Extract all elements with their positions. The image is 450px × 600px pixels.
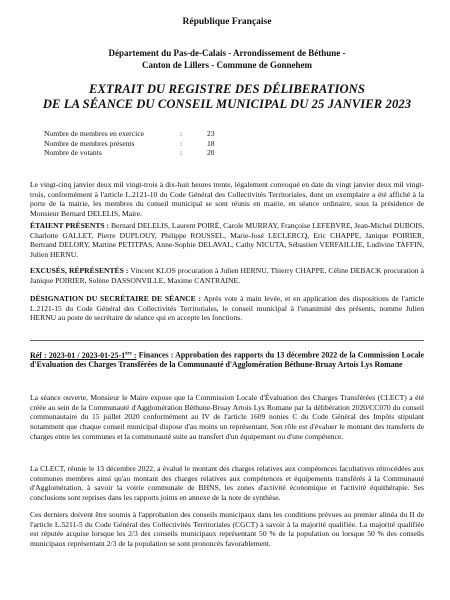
- presents-paragraph: [30, 221, 424, 260]
- members-stats: [44, 129, 344, 158]
- stat-label: Nombre de votants: [44, 148, 102, 158]
- reference-subject: Finances : Approbation des rapports du 13 décembre 2022 de la Commission Locale d'Evaluation des Charges Transférées de la Communauté d'Agglomération Béthune-Bruay Artois Lys Romane: [30, 350, 424, 370]
- republic-heading: République Française: [182, 17, 272, 27]
- stat-label: Nombre de membres présents: [44, 138, 135, 148]
- reference-number: [30, 351, 137, 360]
- stat-colon: :: [180, 129, 183, 138]
- stat-value: 20: [207, 148, 215, 158]
- secretary-paragraph: [30, 294, 424, 323]
- reference-prefix: Réf : 2023-01 / 2023-01-25-1: [30, 350, 126, 360]
- commune-line: Canton de Lillers - Commune de Gonnehem: [141, 60, 312, 70]
- stat-value: 18: [207, 138, 215, 148]
- secretary-text: Après vote à main levée, et en application des dispositions de l'article L.2121-15 du Code Général des Collectivités Territoriales, le conseil municipal à l'unanimité des présents, nomme Julien HERNU au poste de secrétaire de séance qui en accepte les fonctions.: [30, 294, 424, 323]
- reference-colon: :: [131, 350, 137, 360]
- excuses-paragraph: [30, 266, 424, 285]
- body-paragraph-3: Ces derniers doivent être soumis à l'approbation des conseils municipaux dans les conditions prévues au premier alinéa du II de l'article L.5211-5 du Code Général des Collectivités Territoriales (CGCT) à savoir à la majorité qualifiée. La majorité qualifiée est réputée acquise lorsque les 2/3 des conseils municipaux représentant 50 % de la population ou lorsque 50 % des conseils municipaux représentant 2/3 de la population se sont prononcés favorablement.: [30, 510, 424, 549]
- excuses-label: EXCUSÉS, RÉPRÉSENTÉS :: [30, 266, 129, 275]
- excuses-text: Vincent KLOS procuration à Julien HERNU, Thierry CHAPPE, Céline DEBACK procuration à Janique POIRIER, Solène DASSONVILLE, Maxime CANTRAINE.: [30, 266, 424, 285]
- body-paragraph-1: La séance ouverte, Monsieur le Maire expose que la Commission Locale d'Évaluation des Charges Transférées (CLECT) a été créée au sein de la Communauté d'Agglomération Béthune-Bruay Artois Lys Romane par la délibération 2020/CC070 du conseil communautaire du 15 juillet 2020 conformément au IV de l'article 1609 nonies C du Code Général des Impôts stipulant notamment que chaque conseil municipal dispose d'au moins un représentant. Son rôle est d'évaluer le montant des transferts de charges entre les communes et la communauté suite au transfert d'un équipement ou d'une compétence.: [30, 393, 424, 441]
- title-line-2: DE LA SÉANCE DU CONSEIL MUNICIPAL DU 25 JANVIER 2023: [42, 97, 412, 111]
- stat-row: [44, 129, 344, 139]
- stat-row: [44, 148, 344, 158]
- department-heading: [30, 47, 424, 71]
- title-line-1: EXTRAIT DU REGISTRE DES DÉLIBERATIONS: [89, 82, 365, 96]
- stat-colon: :: [180, 138, 183, 148]
- body-paragraph-2: La CLECT, réunie le 13 décembre 2022, a évalué le montant des charges relatives aux compétences facultatives rétrocédées aux communes membres ainsi qu'au montant des charges relatives aux compétences et équipements transférés à la Communauté d'Agglomération, à savoir la voirie communale de BHNS, les zones d'activité économique et l'activité équithérapie. Ses conclusions sont reprises dans les rapports joints en annexe de la note de synthèse.: [30, 464, 424, 503]
- stat-colon: :: [180, 148, 183, 158]
- intro-paragraph: Le vingt-cinq janvier deux mil vingt-trois à dix-huit heures trente, légalement convoqué en date du vingt janvier deux mil vingt-trois, conformément à l'article L.2121-10 du Code Général des Collectivités Territoriales, dont un exemplaire a été affiché à la porte de la mairie, les membres du conseil municipal se sont réunis en mairie, en séance ordinaire, sous la présidence de Monsieur Bernard DELELIS, Maire.: [30, 180, 424, 219]
- deliberation-reference: [30, 349, 424, 370]
- department-line: Département du Pas-de-Calais - Arrondissement de Béthune -: [108, 48, 346, 58]
- section-divider: [30, 340, 424, 341]
- stat-label: Nombre de membres en exercice: [44, 129, 144, 138]
- reference-superscript: ère: [125, 351, 132, 356]
- stat-row: [44, 139, 344, 149]
- stat-value: 23: [207, 129, 215, 138]
- presents-label: ÉTAIENT PRÉSENTS :: [30, 221, 110, 230]
- document-title: [30, 82, 424, 112]
- presents-text: Bernard DELELIS, Laurent POIRÉ, Carole MURRAY, Françoise LEFEBVRE, Jean-Michel DUBOIS, Charlotte GALLET, Pierre DUPLOUY, Philippe ROUSSEL, Marie-José LECLERCQ, Eric CHAPPE, Janique POIRIER, Bertrand DELORY, Martine PETITPAS, Anne-Sophie DELAVAL, Cathy NICUTA, Sébastien VERFAILLIE, Ludivine TAFFIN, Julien HERNU.: [30, 221, 425, 260]
- secretary-label: DÉSIGNATION DU SECRÉTAIRE DE SÉANCE :: [30, 294, 201, 303]
